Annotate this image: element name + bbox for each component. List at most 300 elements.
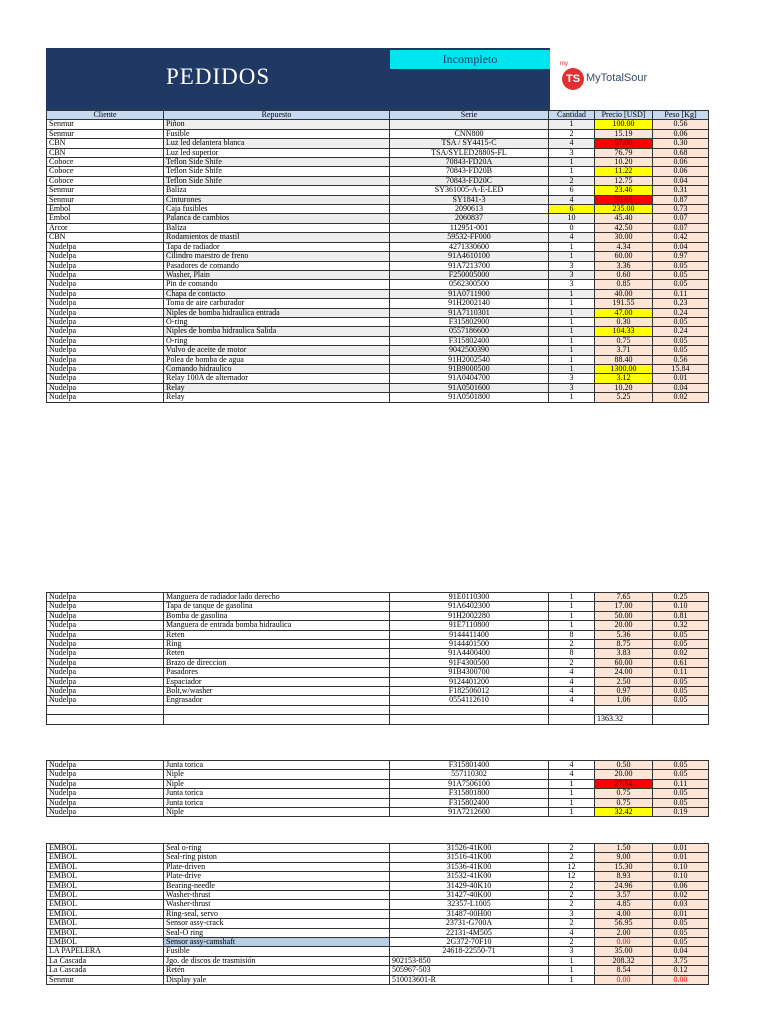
cell-peso: 0.01 [653, 909, 709, 918]
cell-serie: 91A4610100 [390, 252, 549, 261]
cell-peso: 0.06 [653, 129, 709, 138]
cell-precio: 0.00 [595, 938, 653, 947]
company-logo [550, 48, 670, 110]
table-row [47, 919, 709, 928]
cell-peso: 0.61 [653, 658, 709, 667]
cell-cliente: Senmur [47, 195, 164, 204]
cell-cantidad: 1 [549, 289, 595, 298]
cell-serie: 91A7213700 [390, 261, 549, 270]
cell-cantidad: 4 [549, 770, 595, 779]
cell-cantidad: 1 [549, 346, 595, 355]
cell-peso: 0.05 [653, 798, 709, 807]
cell-serie: SY361005-A-E-LED [390, 186, 549, 195]
cell-cantidad: 2 [549, 129, 595, 138]
table-row [47, 611, 709, 620]
cell-serie: 2060837 [390, 214, 549, 223]
cell-cantidad: 4 [549, 233, 595, 242]
cell-cantidad: 1 [549, 593, 595, 602]
cell-cliente: EMBOL [47, 844, 164, 853]
cell-cantidad: 12 [549, 872, 595, 881]
logo-mark-icon: TS [562, 68, 584, 90]
cell-precio: 4.85 [595, 900, 653, 909]
cell-repuesto: Niples de bomba hidraulica entrada [164, 308, 390, 317]
table-row [47, 630, 709, 639]
cell-cliente: Nudelpa [47, 355, 164, 364]
cell-peso: 0.11 [653, 668, 709, 677]
cell-repuesto: Seal o-ring [164, 844, 390, 853]
cell-precio: 60.00 [595, 658, 653, 667]
cell-cantidad: 4 [549, 139, 595, 148]
cell-repuesto: Toma de aire carburador [164, 299, 390, 308]
cell-peso: 0.73 [653, 205, 709, 214]
cell-serie: 31427-40K00 [390, 891, 549, 900]
cell-precio: 0.85 [595, 280, 653, 289]
cell-repuesto: Comando hidraulico [164, 364, 390, 373]
cell-precio: 8.75 [595, 640, 653, 649]
table-row [47, 862, 709, 871]
cell-cliente: Nudelpa [47, 383, 164, 392]
cell-repuesto: Junta torica [164, 789, 390, 798]
table-row [47, 789, 709, 798]
cell-cliente: Nudelpa [47, 696, 164, 705]
cell-repuesto: Junta torica [164, 798, 390, 807]
table-row [47, 900, 709, 909]
cell-cantidad: 1 [549, 242, 595, 251]
cell-cliente: Senmur [47, 120, 164, 129]
cell-peso: 0.42 [653, 233, 709, 242]
table-row [47, 158, 709, 167]
cell-precio: 11.22 [595, 167, 653, 176]
cell-serie: 91A7212600 [390, 808, 549, 817]
cell-cantidad: 1 [549, 798, 595, 807]
cell-cliente: Nudelpa [47, 252, 164, 261]
cell-serie: 91A7110301 [390, 308, 549, 317]
table-row [47, 761, 709, 770]
cell-cliente: Nudelpa [47, 687, 164, 696]
cell-cantidad: 1 [549, 975, 595, 984]
table-row [47, 798, 709, 807]
cell-precio: 1300.00 [595, 364, 653, 373]
cell-precio: 8.93 [595, 872, 653, 881]
cell-cantidad: 1 [549, 364, 595, 373]
cell-precio: 5.25 [595, 393, 653, 402]
cell-serie: 510013601-R [390, 975, 549, 984]
cell-repuesto: Display yale [164, 975, 390, 984]
cell-cliente: Senmur [47, 129, 164, 138]
cell-precio: 50.00 [595, 611, 653, 620]
cell-cantidad: 1 [549, 611, 595, 620]
cell-peso: 0.02 [653, 649, 709, 658]
cell-cantidad: 1 [549, 327, 595, 336]
cell-precio: 0.97 [595, 687, 653, 696]
header-row [47, 111, 709, 120]
cell-peso: 0.30 [653, 139, 709, 148]
header [46, 48, 670, 110]
cell-repuesto: Engrasador [164, 696, 390, 705]
cell-serie: F250005000 [390, 270, 549, 279]
cell-cantidad: 12 [549, 862, 595, 871]
cell-repuesto: Baliza [164, 223, 390, 232]
cell-repuesto: Espaciador [164, 677, 390, 686]
cell-cliente: Coboce [47, 176, 164, 185]
cell-repuesto: Jgo. de discos de trasmisión [164, 956, 390, 965]
cell-repuesto: Plate-driven [164, 862, 390, 871]
table-row [47, 317, 709, 326]
cell-cliente: EMBOL [47, 862, 164, 871]
cell-cliente: La Cascada [47, 966, 164, 975]
cell-serie: 24618-22550-71 [390, 947, 549, 956]
cell-cantidad: 1 [549, 779, 595, 788]
cell-serie: 505967-503 [390, 966, 549, 975]
cell-precio: 76.79 [595, 148, 653, 157]
cell-cliente: Nudelpa [47, 640, 164, 649]
cell-serie: 32357-L1005 [390, 900, 549, 909]
cell-peso: 0.02 [653, 393, 709, 402]
cell-cantidad: 2 [549, 891, 595, 900]
cell-peso: 0.05 [653, 640, 709, 649]
cell-cliente: Nudelpa [47, 677, 164, 686]
cell-peso: 0.04 [653, 947, 709, 956]
cell-cliente: Embol [47, 214, 164, 223]
cell-precio: 27.54 [595, 779, 653, 788]
table-row [47, 308, 709, 317]
cell-cliente: Nudelpa [47, 374, 164, 383]
cell-cantidad: 6 [549, 205, 595, 214]
cell-serie: 0557186600 [390, 327, 549, 336]
cell-cliente: Senmur [47, 186, 164, 195]
cell-peso: 0.03 [653, 900, 709, 909]
cell-peso: 0.02 [653, 891, 709, 900]
cell-peso: 0.11 [653, 289, 709, 298]
cell-serie: 91A6402300 [390, 602, 549, 611]
cell-cantidad: 2 [549, 938, 595, 947]
cell-precio: 1.06 [595, 696, 653, 705]
cell-repuesto: Vulvo de aceite de motor [164, 346, 390, 355]
table-row [47, 640, 709, 649]
cell-precio: 3.71 [595, 346, 653, 355]
cell-serie: 31429-40K10 [390, 881, 549, 890]
cell-precio: 0.50 [595, 761, 653, 770]
cell-serie: 9144401500 [390, 640, 549, 649]
cell-repuesto: Niple [164, 770, 390, 779]
cell-cantidad: 1 [549, 252, 595, 261]
cell-cliente: EMBOL [47, 938, 164, 947]
cell-cantidad: 1 [549, 808, 595, 817]
cell-serie: 4271330600 [390, 242, 549, 251]
cell-cantidad: 1 [549, 158, 595, 167]
cell-precio: 10.20 [595, 158, 653, 167]
cell-serie: 70843-FD20C [390, 176, 549, 185]
cell-peso: 0.04 [653, 176, 709, 185]
table-row [47, 223, 709, 232]
cell-cantidad: 3 [549, 947, 595, 956]
cell-cantidad: 4 [549, 928, 595, 937]
cell-precio: 30.00 [595, 233, 653, 242]
cell-cliente: Nudelpa [47, 289, 164, 298]
table-row [47, 649, 709, 658]
cell-serie: 91A0711900 [390, 289, 549, 298]
table-row [47, 602, 709, 611]
cell-precio: 20.00 [595, 621, 653, 630]
cell-cantidad: 10 [549, 214, 595, 223]
cell-precio: 15.30 [595, 862, 653, 871]
cell-precio: 208.32 [595, 956, 653, 965]
cell-cantidad: 8 [549, 630, 595, 639]
cell-serie: 9042500390 [390, 346, 549, 355]
cell-precio: 235.00 [595, 205, 653, 214]
cell-peso: 0.10 [653, 862, 709, 871]
cell-precio: 12.75 [595, 176, 653, 185]
table-row [47, 687, 709, 696]
orders-table-4 [46, 843, 709, 985]
cell-precio: 9.00 [595, 853, 653, 862]
cell-repuesto: Teflon Side Shife [164, 167, 390, 176]
table-row [47, 176, 709, 185]
cell-repuesto: Pin de comando [164, 280, 390, 289]
cell-peso: 0.06 [653, 167, 709, 176]
cell-repuesto: Cinturones [164, 195, 390, 204]
cell-peso: 0.05 [653, 761, 709, 770]
cell-serie: 9124401200 [390, 677, 549, 686]
cell-cliente: CBN [47, 139, 164, 148]
cell-repuesto: Junta torica [164, 761, 390, 770]
cell-serie: 31536-41K00 [390, 862, 549, 871]
cell-precio: 15.19 [595, 129, 653, 138]
cell-serie: 31487-00H00 [390, 909, 549, 918]
cell-precio: 0.75 [595, 798, 653, 807]
cell-serie: 91H2002540 [390, 355, 549, 364]
cell-peso: 0.01 [653, 844, 709, 853]
table-row [47, 966, 709, 975]
cell-serie: 91A0501800 [390, 393, 549, 402]
cell-repuesto: Retén [164, 966, 390, 975]
cell-peso: 0.06 [653, 881, 709, 890]
cell-cliente: Nudelpa [47, 270, 164, 279]
cell-peso: 0.05 [653, 919, 709, 928]
cell-peso: 0.05 [653, 317, 709, 326]
cell-repuesto: Relay [164, 393, 390, 402]
table-row [47, 947, 709, 956]
cell-serie: 91A4400400 [390, 649, 549, 658]
table-row [47, 938, 709, 947]
cell-precio: 24.96 [595, 881, 653, 890]
col-header-cantidad: Cantidad [549, 111, 595, 120]
cell-cliente: EMBOL [47, 909, 164, 918]
cell-serie: F315801800 [390, 789, 549, 798]
cell-precio: 1.50 [595, 844, 653, 853]
orders-table-3 [46, 760, 709, 817]
cell-repuesto: Pasadores de comando [164, 261, 390, 270]
cell-peso: 0.56 [653, 120, 709, 129]
cell-cliente: Nudelpa [47, 611, 164, 620]
cell-serie: 0554112610 [390, 696, 549, 705]
cell-cliente: Nudelpa [47, 299, 164, 308]
table-row [47, 975, 709, 984]
cell-cliente: EMBOL [47, 853, 164, 862]
cell-cliente: Nudelpa [47, 317, 164, 326]
table-row [47, 280, 709, 289]
cell-repuesto: Reten [164, 630, 390, 639]
cell-peso: 0.01 [653, 853, 709, 862]
cell-cantidad: 1 [549, 317, 595, 326]
cell-precio: 35.00 [595, 947, 653, 956]
cell-serie: 31526-41K00 [390, 844, 549, 853]
cell-serie: 2090613 [390, 205, 549, 214]
cell-peso: 0.31 [653, 186, 709, 195]
cell-peso: 0.68 [653, 148, 709, 157]
cell-serie: 557110302 [390, 770, 549, 779]
cell-serie: F182506012 [390, 687, 549, 696]
table-row [47, 129, 709, 138]
cell-serie: F315802400 [390, 336, 549, 345]
cell-serie: 70843-FD20B [390, 167, 549, 176]
cell-serie: F315802400 [390, 798, 549, 807]
orders-table-2 [46, 592, 709, 725]
cell-repuesto: Ring-seal, servo [164, 909, 390, 918]
table-row [47, 214, 709, 223]
cell-peso: 0.05 [653, 336, 709, 345]
cell-cantidad: 2 [549, 640, 595, 649]
cell-cliente: Embol [47, 205, 164, 214]
cell-serie: 31532-41K00 [390, 872, 549, 881]
table-row [47, 270, 709, 279]
cell-cantidad: 2 [549, 853, 595, 862]
cell-cantidad: 0 [549, 223, 595, 232]
cell-repuesto: Reten [164, 649, 390, 658]
cell-serie: 91A7506100 [390, 779, 549, 788]
cell-cantidad: 4 [549, 668, 595, 677]
cell-precio: 191.55 [595, 299, 653, 308]
cell-repuesto: Polea de bomba de agua [164, 355, 390, 364]
cell-precio: 20.00 [595, 770, 653, 779]
cell-repuesto: Fusible [164, 947, 390, 956]
col-header-repuesto: Repuesto [164, 111, 390, 120]
table-row [47, 853, 709, 862]
table-row [47, 891, 709, 900]
cell-precio: 10.20 [595, 383, 653, 392]
cell-peso: 0.04 [653, 242, 709, 251]
cell-repuesto: Seal-ring piston [164, 853, 390, 862]
cell-repuesto: Caja fusibles [164, 205, 390, 214]
table-row [47, 621, 709, 630]
cell-cliente: EMBOL [47, 928, 164, 937]
table-row [47, 844, 709, 853]
cell-peso: 0.32 [653, 621, 709, 630]
cell-precio: 7.65 [595, 593, 653, 602]
cell-cliente: Nudelpa [47, 602, 164, 611]
cell-precio: 2.50 [595, 677, 653, 686]
table-row [47, 289, 709, 298]
cell-cliente: Nudelpa [47, 798, 164, 807]
cell-serie: SY1841-3 [390, 195, 549, 204]
table-row [47, 696, 709, 705]
cell-serie: F315801400 [390, 761, 549, 770]
table-row [47, 336, 709, 345]
cell-cantidad: 2 [549, 176, 595, 185]
cell-cantidad: 8 [549, 649, 595, 658]
cell-serie: 70843-FD20A [390, 158, 549, 167]
col-header-peso: Peso [Kg] [653, 111, 709, 120]
cell-repuesto: Fusible [164, 129, 390, 138]
cell-cantidad: 1 [549, 621, 595, 630]
cell-repuesto: Tapa de radiador [164, 242, 390, 251]
cell-serie: 91E0110300 [390, 593, 549, 602]
cell-precio: 88.40 [595, 355, 653, 364]
cell-repuesto: Bearing-needle [164, 881, 390, 890]
cell-peso: 0.24 [653, 327, 709, 336]
table-row [47, 186, 709, 195]
cell-repuesto: Sensor assy-crack [164, 919, 390, 928]
cell-serie: 91F4300500 [390, 658, 549, 667]
cell-serie: 91H2002280 [390, 611, 549, 620]
col-header-precio: Precio [USD] [595, 111, 653, 120]
cell-precio: 40.00 [595, 289, 653, 298]
cell-cantidad: 3 [549, 909, 595, 918]
cell-cliente: Nudelpa [47, 393, 164, 402]
cell-serie: TSA / SY4415-C [390, 139, 549, 148]
table-row [47, 383, 709, 392]
cell-peso: 0.05 [653, 789, 709, 798]
cell-cliente: Nudelpa [47, 280, 164, 289]
blank-row [47, 705, 709, 714]
cell-repuesto: Luz led delantera blanca [164, 139, 390, 148]
cell-cantidad: 1 [549, 355, 595, 364]
cell-cliente: Nudelpa [47, 789, 164, 798]
cell-cantidad: 2 [549, 919, 595, 928]
cell-cantidad: 1 [549, 789, 595, 798]
cell-repuesto: Luz led superior [164, 148, 390, 157]
cell-precio: 45.40 [595, 214, 653, 223]
cell-cliente: Coboce [47, 158, 164, 167]
cell-repuesto: O-ring [164, 317, 390, 326]
cell-cliente: Senmur [47, 975, 164, 984]
cell-serie: 91A0501600 [390, 383, 549, 392]
cell-cantidad: 1 [549, 299, 595, 308]
table-row [47, 299, 709, 308]
cell-precio: 0.75 [595, 336, 653, 345]
cell-peso: 0.11 [653, 779, 709, 788]
cell-peso: 0.10 [653, 602, 709, 611]
cell-repuesto: Teflon Side Shife [164, 176, 390, 185]
cell-cantidad: 1 [549, 167, 595, 176]
cell-repuesto: Cilindro maestro de freno [164, 252, 390, 261]
cell-peso: 0.24 [653, 308, 709, 317]
table-row [47, 346, 709, 355]
table-row [47, 139, 709, 148]
cell-serie: 91B4300700 [390, 668, 549, 677]
cell-repuesto: Niple [164, 808, 390, 817]
cell-precio: 3.83 [595, 649, 653, 658]
table-row [47, 120, 709, 129]
table-row [47, 872, 709, 881]
col-header-cliente: Cliente [47, 111, 164, 120]
cell-cliente: EMBOL [47, 900, 164, 909]
table-row [47, 167, 709, 176]
cell-serie: F315802900 [390, 317, 549, 326]
cell-precio: 3.57 [595, 891, 653, 900]
cell-cliente: Nudelpa [47, 593, 164, 602]
cell-precio: 56.95 [595, 919, 653, 928]
cell-cliente: Nudelpa [47, 658, 164, 667]
cell-serie: 9144411400 [390, 630, 549, 639]
cell-peso: 0.04 [653, 383, 709, 392]
cell-peso: 0.19 [653, 808, 709, 817]
cell-precio: 42.50 [595, 223, 653, 232]
table2-total: 1363.32 [595, 715, 653, 724]
cell-precio: 4.00 [595, 909, 653, 918]
cell-cliente: EMBOL [47, 919, 164, 928]
table-row [47, 252, 709, 261]
